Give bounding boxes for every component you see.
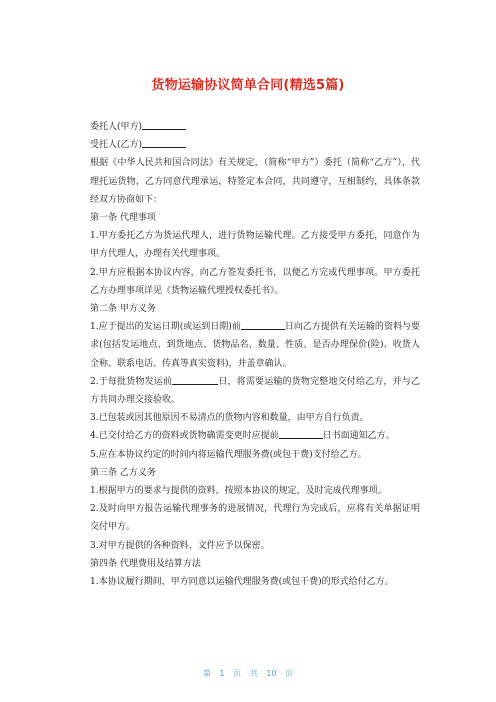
article-3-clause-1: 1.根据甲方的要求与提供的资料，按照本协议的规定，及时完成代理事项。 bbox=[90, 486, 387, 497]
article-2-clause-4: 4.已交付给乙方的资料或货物确需变更时应提前 日书面通知乙方。 bbox=[90, 427, 420, 445]
article-1-heading: 第一条 代理事项 bbox=[90, 213, 156, 224]
article-2-clause-1: 1.应于提出的发运日期(或运到日期)前 日向乙方提供有关运输的资料与要求(包括发运地点、到货地点、货物品名、数量、性质、是否办理保价(险)、收货人全称、联系电话、传真等真实资料)，并盖章确认。 bbox=[90, 318, 420, 373]
article-2-clause-3: 3.已包装或因其他原因不易清点的货物内容和数量，由甲方自行负责。 bbox=[90, 413, 369, 424]
document-title: 货物运输协议简单合同(精选5篇) bbox=[151, 78, 345, 93]
client-blank bbox=[142, 119, 186, 130]
article-1-clause-1: 1.甲方委托乙方为货运代理人，进行货物运输代理。乙方接受甲方委托，同意作为甲方代理人，办理有关代理事项。 bbox=[90, 231, 420, 260]
article-3-clause-3: 3.对甲方提供的各种资料、文件应予以保密。 bbox=[90, 540, 270, 551]
article-3-heading: 第三条 乙方义务 bbox=[90, 467, 156, 478]
trustee-blank bbox=[142, 137, 186, 148]
days-blank bbox=[241, 319, 285, 330]
preamble: 根据《中华人民共和国合同法》有关规定，（简称“甲方”）委托（简称“乙方”），代理托运货物，乙方同意代理承运，特签定本合同，共同遵守，互相制约，具体条款经双方协商如下： bbox=[90, 158, 420, 205]
article-1-clause-2: 2.甲方应根据本协议内容，向乙方签发委托书，以便乙方完成代理事项。甲方委托乙方办理事项详见《货物运输代理授权委托书》。 bbox=[90, 267, 420, 296]
page-footer: 第 1 页 共 10 页 bbox=[203, 669, 293, 678]
days-blank bbox=[172, 374, 218, 385]
article-2-heading: 第二条 甲方义务 bbox=[90, 304, 156, 315]
article-2-clause-5: 5.应在本协议约定的时间内将运输代理服务费(或包干费)支付给乙方。 bbox=[90, 449, 367, 460]
days-blank bbox=[279, 428, 323, 439]
article-4-heading: 第四条 代理费用及结算方法 bbox=[90, 558, 201, 569]
client-line: 委托人(甲方) bbox=[90, 118, 420, 136]
document-body bbox=[90, 118, 420, 591]
article-2-clause-2: 2.于每批货物发运前 日，将需要运输的货物完整地交付给乙方，并与乙方共同办理交接验收。 bbox=[90, 373, 420, 409]
article-4-clause-1: 1.本协议履行期间，甲方同意以运输代理服务费(或包干费)的形式给付乙方。 bbox=[90, 577, 394, 588]
article-3-clause-2: 2.及时向甲方报告运输代理事务的进展情况，代理行为完成后，应将有关单据证明交付甲方。 bbox=[90, 504, 420, 533]
trustee-line: 受托人(乙方) bbox=[90, 136, 420, 154]
